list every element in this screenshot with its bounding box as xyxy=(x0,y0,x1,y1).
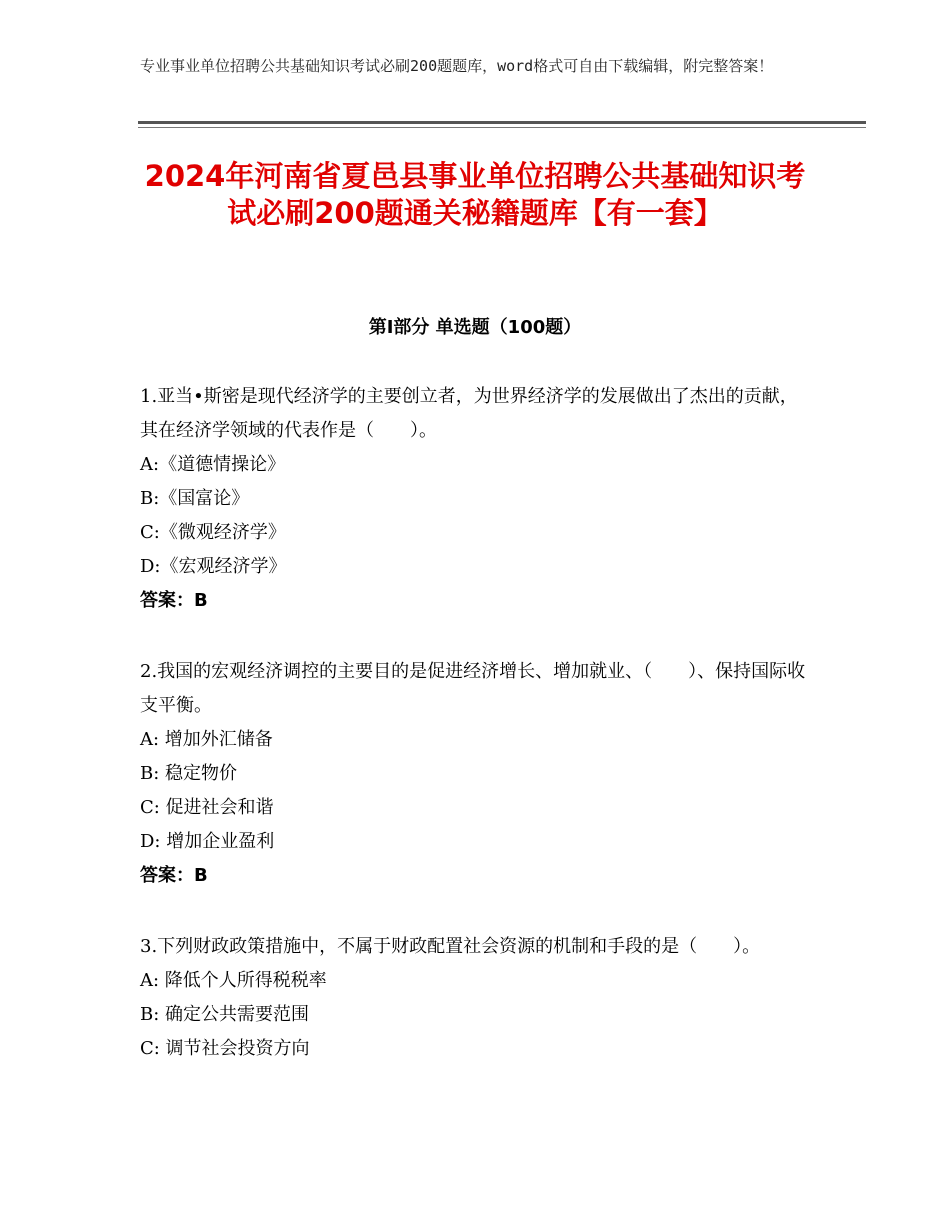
question-1 xyxy=(140,380,810,618)
section-title: 第Ⅰ部分 单选题（100题） xyxy=(368,317,582,338)
option-d: D: 增加企业盈利 xyxy=(140,831,275,852)
document-title: 2024年河南省夏邑县事业单位招聘公共基础知识考试必刷200题通关秘籍题库【有一套】 xyxy=(144,159,806,230)
header-divider-thin xyxy=(138,127,866,128)
question-stem: 3.下列财政政策措施中，不属于财政配置社会资源的机制和手段的是（ ）。 xyxy=(140,936,761,957)
answer-label: 答案：B xyxy=(140,590,208,611)
answer-label: 答案：B xyxy=(140,865,208,886)
question-2 xyxy=(140,655,810,893)
option-a: A: 降低个人所得税税率 xyxy=(140,970,327,991)
option-b: B: 确定公共需要范围 xyxy=(140,1004,310,1025)
option-c: C:《微观经济学》 xyxy=(140,522,286,543)
option-c: C: 调节社会投资方向 xyxy=(140,1038,310,1059)
question-stem: 2.我国的宏观经济调控的主要目的是促进经济增长、增加就业、（ ）、保持国际收支平衡。 xyxy=(140,661,806,716)
option-b: B: 稳定物价 xyxy=(140,763,238,784)
header-divider xyxy=(138,121,866,124)
option-a: A:《道德情操论》 xyxy=(140,454,286,475)
option-b: B:《国富论》 xyxy=(140,488,250,509)
question-list xyxy=(140,380,810,1103)
header-note: 专业事业单位招聘公共基础知识考试必刷200题题库，word格式可自由下载编辑，附完整答案！ xyxy=(140,57,774,75)
option-c: C: 促进社会和谐 xyxy=(140,797,274,818)
option-d: D:《宏观经济学》 xyxy=(140,556,287,577)
question-stem: 1.亚当•斯密是现代经济学的主要创立者，为世界经济学的发展做出了杰出的贡献，其在经济学领域的代表作是（ ）。 xyxy=(140,386,798,441)
question-3 xyxy=(140,930,810,1066)
option-a: A: 增加外汇储备 xyxy=(140,729,273,750)
